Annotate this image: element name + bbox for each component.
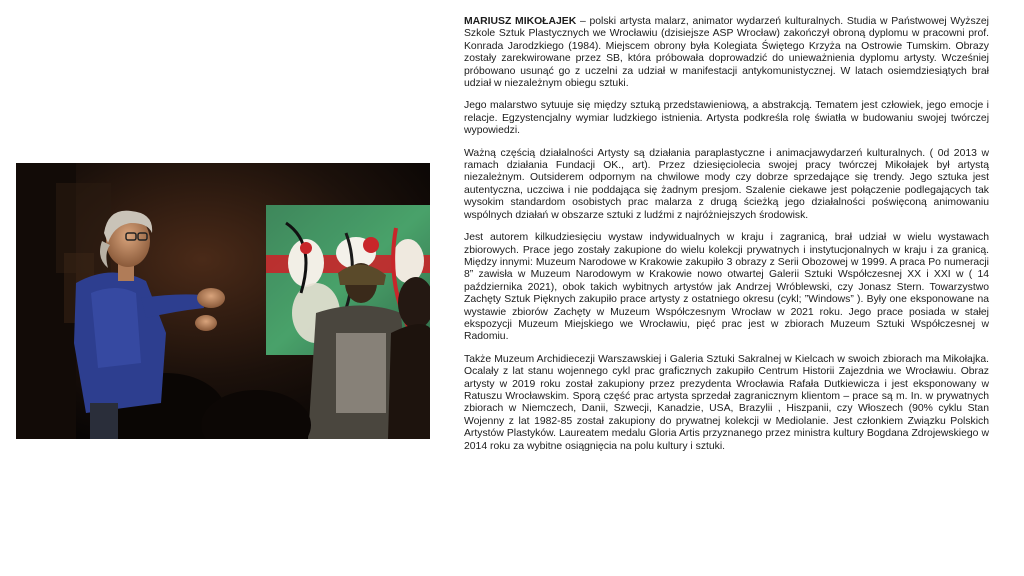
bio-paragraph-1-text: – polski artysta malarz, animator wydarzeń kulturalnych. Studia w Państwowej Wyższej Szkole Sztuk Plastycznych we Wrocławiu (dzisiejsze ASP Wrocław) zakończył obroną dyplomu w pracowni prof. Konrada Jarodzkiego (1984). Miejscem obrony była Kolegiata Świętego Krzyża na Ostrowie Tumskim. Obrazy zostały zarekwirowane przez SB, która próbowała doprowadzić do unieważnienia dyplomu artysty. Wcześniej próbowano usunąć go z uczelni za udział w manifestacji antykomunistycznej. W latach osiemdziesiątych brał udział w niezależnym obiegu sztuki. (464, 16, 989, 90)
biography-text (464, 16, 989, 463)
author-name: MARIUSZ MIKOŁAJEK (464, 16, 577, 27)
bio-paragraph-3: Ważną częścią działalności Artysty są działania paraplastyczne i animacjawydarzeń kulturalnych. ( 0d 2013 w ramach działania Fundacji OK., art). Przez dziesięciolecia swojej pracy twórczej Mikołajek był artystą niezależnym. Outsiderem odpornym na chwilowe mody czy dobrze sprzedające się trendy. Jego sztuka jest autentyczna, uczciwa i nie poddająca się żadnym presjom. Szalenie ciekawe jest połączenie podlegających tak wysokim standardom osobistych prac malarza z drugą ścieżką jego działalności poświęconą animowaniu wspólnych działań w obszarze sztuki z ludźmi z najróżniejszych środowisk. (464, 147, 989, 221)
bio-paragraph-1 (464, 16, 989, 90)
artist-photo (16, 163, 430, 439)
bio-paragraph-5: Także Muzeum Archidiecezji Warszawskiej i Galeria Sztuki Sakralnej w Kielcach w swoich zbiorach ma Mikołajka. Ocalały z lat stanu wojennego cykl prac graficznych zakupiło Centrum Historii Zajezdnia we Wrocławiu. Obraz artysty w 2019 roku został zakupiony przez prezydenta Wrocławia Rafała Dutkiewicza i jest eksponowany w Ratuszu Wrocławskim. Sporą część prac artysta sprzedał zagranicznym klientom – prace są m. In. w prywatnych zbiorach w Niemczech, Danii, Szwecji, Kanadzie, USA, Brazylii , Hiszpanii, czy Włoszech (90% cyklu Stan Wojenny z lat 1982-85 został zakupiony do prywatnej kolekcji w Mediolanie. Jest członkiem Związku Polskich Artystów Plastyków. Laureatem medalu Gloria Artis przyznanego przez ministra kultury Bogdana Zdrojewskiego w 2014 roku za wybitne osiągnięcia na polu kultury i sztuki. (464, 353, 989, 452)
bio-paragraph-4: Jest autorem kilkudziesięciu wystaw indywidualnych w kraju i zagranicą, brał udział w wielu wystawach zbiorowych. Prace jego zostały zakupione do wielu kolekcji prywatnych i instytucjonalnych w kraju i za granicą. Między innymi: Muzeum Narodowe w Krakowie zakupiło 3 obrazy z Serii Obozowej w 1999. A praca Po numeracji 8” zawisła w Muzeum Narodowym w Krakowie nowo otwartej Galerii Sztuki Współczesnej XX i XXI w ( 14 października 2021), obok takich wybitnych artystów jak Andrzej Wróblewski, czy Jonasz Stern. Towarzystwo Zachęty Sztuk Pięknych zakupiło prace artysty z ostatniego okresu (cykl; ”Windows” ). Były one eksponowane na wystawie zbiorów Zachęty w Muzeum Współczesnym Wrocław w 2021 roku. Jego prace posiada w stałej ekspozycji Muzeum Miejskiego we Wrocławiu, pięć prac jest w zbiorach Muzeum Sztuki Współczesnej w Radomiu. (464, 232, 989, 343)
bio-paragraph-2: Jego malarstwo sytuuje się między sztuką przedstawieniową, a abstrakcją. Tematem jest człowiek, jego emocje i relacje. Egzystencjalny wymiar ludzkiego istnienia. Artysta podkreśla rolę światła w budowaniu swojej twórczej wypowiedzi. (464, 100, 989, 137)
artist-photo-illustration (16, 163, 430, 439)
